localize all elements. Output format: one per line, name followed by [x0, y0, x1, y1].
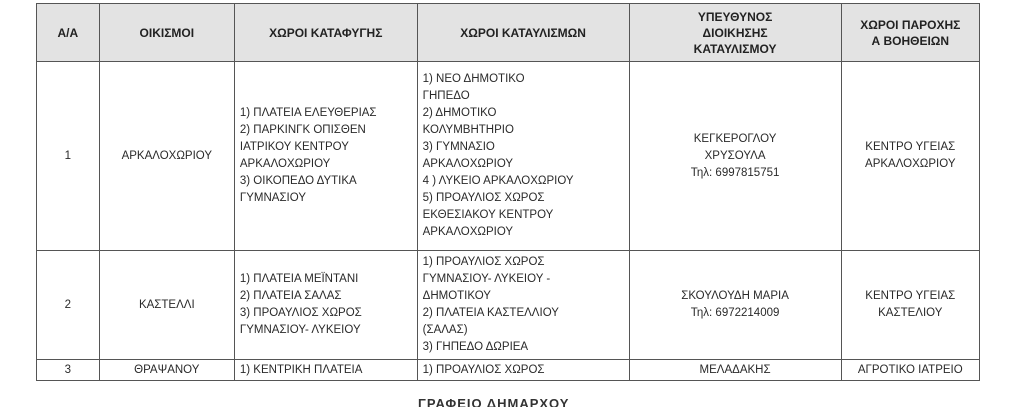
table-header: [37, 4, 980, 62]
first-aid-areas: [841, 62, 979, 251]
cell-line: ΕΚΘΕΣΙΑΚΟΥ ΚΕΝΤΡΟΥ: [422, 209, 554, 221]
camp-administrator: [629, 251, 841, 360]
cell-line: 2) ΔΗΜΟΤΙΚΟ: [422, 107, 497, 119]
cell-line: ΚΟΛΥΜΒΗΤΗΡΙΟ: [422, 124, 514, 136]
header-aa: Α/Α: [37, 4, 100, 62]
footer-caption: ΓΡΑΦΕΙΟ ΔΗΜΑΡΧΟΥ: [418, 396, 570, 407]
cell-line: ΚΕΝΤΡΟ ΥΓΕΙΑΣ: [865, 290, 956, 302]
cell-line: ΧΡΥΣΟΥΛΑ: [704, 149, 766, 162]
header-camps: ΧΩΡΟΙ ΚΑΤΑΥΛΙΣΜΩΝ: [417, 4, 629, 62]
cell-line: 1) ΠΛΑΤΕΙΑ ΜΕΪΝΤΑΝΙ: [239, 273, 359, 285]
settlement-name: ΚΑΣΤΕΛΛΙ: [99, 251, 234, 360]
cell-line: ΚΕΓΚΕΡΟΓΛΟΥ: [693, 132, 777, 145]
cell-line: ΑΡΚΑΛΟΧΩΡΙΟΥ: [239, 158, 331, 170]
cell-line: ΓΥΜΝΑΣΙΟΥ- ΛΥΚΕΙΟΥ -: [422, 273, 551, 285]
row-number: 2: [37, 251, 100, 360]
cell-line: ΥΠΕΥΘΥΝΟΣ: [697, 9, 773, 24]
cell-line: ΧΩΡΟΙ ΠΑΡΟΧΗΣ: [860, 17, 961, 32]
header-refuge: ΧΩΡΟΙ ΚΑΤΑΦΥΓΗΣ: [234, 4, 417, 62]
cell-line: ΔΗΜΟΤΙΚΟΥ: [422, 290, 491, 302]
shelters-table: [36, 3, 980, 381]
cell-line: 3) ΓΗΠΕΔΟ ΔΩΡΙΕΑ: [422, 341, 529, 353]
cell-line: ΑΡΚΑΛΟΧΩΡΙΟΥ: [865, 158, 956, 170]
cell-line: ΚΑΣΤΕΛΙΟΥ: [878, 307, 943, 319]
cell-line: 2) ΠΑΡΚΙΝΓΚ ΟΠΙΣΘΕΝ: [239, 124, 366, 136]
cell-line: ΓΥΜΝΑΣΙΟΥ: [239, 192, 306, 204]
cell-line: 2) ΠΛΑΤΕΙΑ ΣΑΛΑΣ: [239, 290, 342, 302]
settlement-name: ΘΡΑΨΑΝΟΥ: [99, 360, 234, 381]
settlement-name: ΑΡΚΑΛΟΧΩΡΙΟΥ: [99, 62, 234, 251]
cell-line: ΚΕΝΤΡΟ ΥΓΕΙΑΣ: [865, 141, 956, 153]
cell-line: 1) ΝΕΟ ΔΗΜΟΤΙΚΟ: [422, 73, 525, 85]
cell-line: ΚΑΤΑΥΛΙΣΜΟΥ: [693, 41, 777, 56]
table-row: [37, 62, 980, 251]
refuge-areas: [234, 62, 417, 251]
header-settlements: ΟΙΚΙΣΜΟΙ: [99, 4, 234, 62]
cell-line: Τηλ: 6997815751: [690, 166, 780, 179]
cell-line: 1) ΠΡΟΑΥΛΙΟΣ ΧΩΡΟΣ: [422, 256, 545, 268]
cell-line: ΑΡΚΑΛΟΧΩΡΙΟΥ: [422, 226, 514, 238]
cell-line: 3) ΟΙΚΟΠΕΔΟ ΔΥΤΙΚΑ: [239, 175, 357, 187]
camp-areas: [417, 62, 629, 251]
table-row: [37, 251, 980, 360]
cell-line: (ΣΑΛΑΣ): [422, 324, 468, 336]
camp-areas: [417, 360, 629, 381]
camp-administrator: [629, 360, 841, 381]
cell-line: Α ΒΟΗΘΕΙΩΝ: [871, 33, 950, 48]
cell-line: ΑΓΡΟΤΙΚΟ ΙΑΤΡΕΙΟ: [857, 364, 963, 376]
row-number: 1: [37, 62, 100, 251]
cell-line: ΜΕΛΑΔΑΚΗΣ: [699, 364, 771, 376]
row-number: 3: [37, 360, 100, 381]
cell-line: ΓΥΜΝΑΣΙΟΥ- ΛΥΚΕΙΟΥ: [239, 324, 361, 336]
header-admin: [629, 4, 841, 62]
header-aid: [841, 4, 979, 62]
cell-line: 4 ) ΛΥΚΕΙΟ ΑΡΚΑΛΟΧΩΡΙΟΥ: [422, 175, 574, 187]
header-row: [37, 4, 980, 62]
refuge-areas: [234, 360, 417, 381]
table-row: [37, 360, 980, 381]
cell-line: 3) ΠΡΟΑΥΛΙΟΣ ΧΩΡΟΣ: [239, 307, 362, 319]
refuge-areas: [234, 251, 417, 360]
cell-line: 3) ΓΥΜΝΑΣΙΟ: [422, 141, 495, 153]
cell-line: 1) ΠΛΑΤΕΙΑ ΕΛΕΥΘΕΡΙΑΣ: [239, 107, 377, 119]
cell-line: ΓΗΠΕΔΟ: [422, 90, 470, 102]
cell-line: 5) ΠΡΟΑΥΛΙΟΣ ΧΩΡΟΣ: [422, 192, 545, 204]
cell-line: Τηλ: 6972214009: [690, 307, 780, 319]
first-aid-areas: [841, 360, 979, 381]
cell-line: ΔΙΟΙΚΗΣΗΣ: [702, 25, 768, 40]
camp-areas: [417, 251, 629, 360]
cell-line: ΣΚΟΥΛΟΥΔΗ ΜΑΡΙΑ: [681, 290, 789, 302]
cell-line: ΑΡΚΑΛΟΧΩΡΙΟΥ: [422, 158, 514, 170]
cell-line: ΙΑΤΡΙΚΟΥ ΚΕΝΤΡΟΥ: [239, 141, 349, 153]
cell-line: 2) ΠΛΑΤΕΙΑ ΚΑΣΤΕΛΛΙΟΥ: [422, 307, 559, 319]
cell-line: 1) ΠΡΟΑΥΛΙΟΣ ΧΩΡΟΣ: [422, 364, 545, 376]
first-aid-areas: [841, 251, 979, 360]
camp-administrator: [629, 62, 841, 251]
cell-line: 1) ΚΕΝΤΡΙΚΗ ΠΛΑΤΕΙΑ: [239, 364, 363, 376]
table-body: [37, 62, 980, 381]
